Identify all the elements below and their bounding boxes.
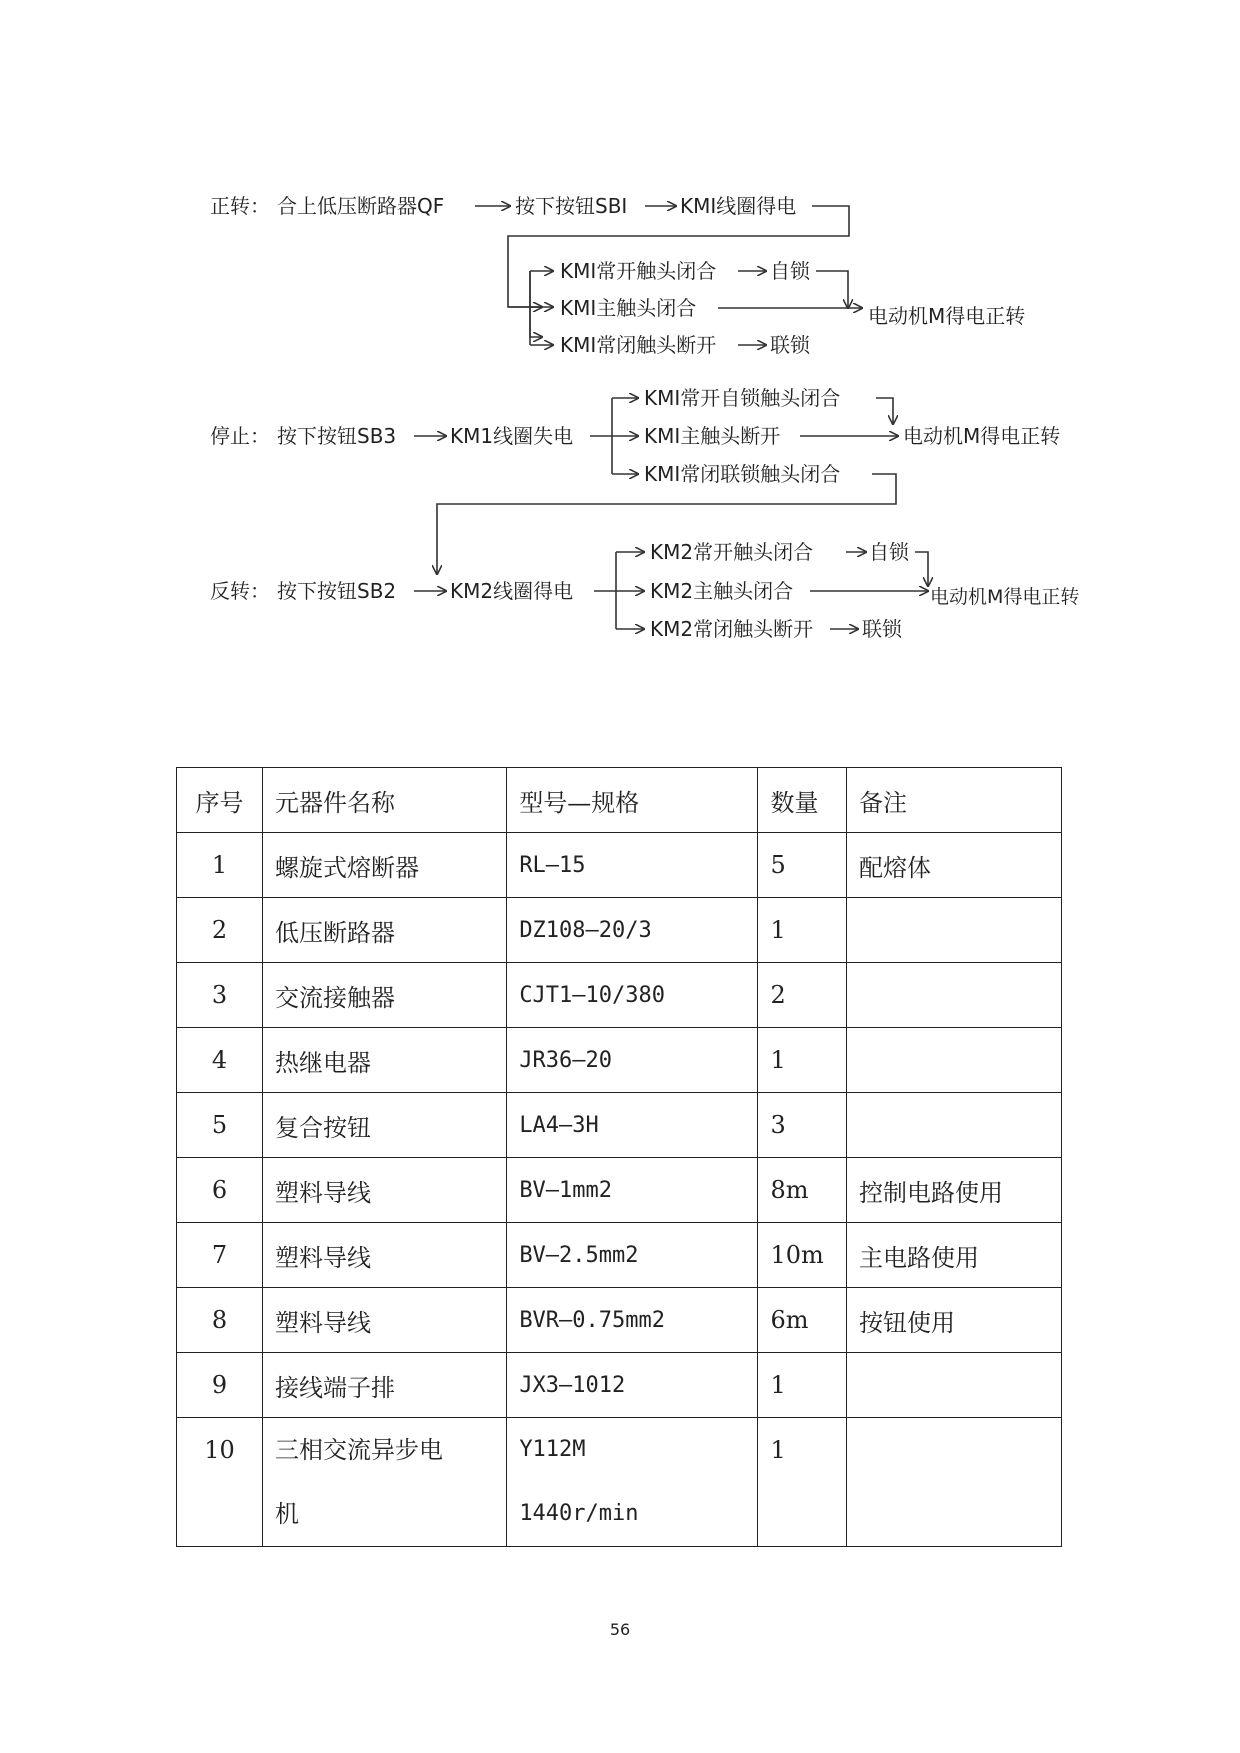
forward-branch2: KMI主触头闭合 bbox=[560, 296, 697, 320]
connector bbox=[530, 271, 542, 337]
cell-index: 6 bbox=[177, 1158, 263, 1223]
cell-index: 7 bbox=[177, 1223, 263, 1288]
cell-name: 低压断路器 bbox=[262, 898, 506, 963]
cell-spec: CJT1—10/380 bbox=[507, 963, 758, 1028]
stop-branch2: KMI主触头断开 bbox=[644, 424, 781, 448]
forward-result: 电动机M得电正转 bbox=[868, 304, 1026, 328]
cell-spec-line: Y112M bbox=[519, 1437, 586, 1462]
cell-spec: BV—2.5mm2 bbox=[507, 1223, 758, 1288]
cell-name: 热继电器 bbox=[262, 1028, 506, 1093]
cell-spec bbox=[507, 1418, 758, 1547]
forward-branch1: KMI常开触头闭合 bbox=[560, 259, 717, 283]
cell-quantity: 2 bbox=[758, 963, 847, 1028]
cell-quantity: 1 bbox=[758, 1418, 847, 1547]
cell-index: 3 bbox=[177, 963, 263, 1028]
table-row bbox=[177, 1223, 1062, 1288]
cell-quantity: 1 bbox=[758, 1028, 847, 1093]
forward-branch3: KMI常闭触头断开 bbox=[560, 333, 717, 357]
cell-note bbox=[847, 1353, 1062, 1418]
connector bbox=[876, 398, 893, 424]
cell-index: 1 bbox=[177, 833, 263, 898]
cell-spec: BVR—0.75mm2 bbox=[507, 1288, 758, 1353]
stop-branch3: KMI常闭联锁触头闭合 bbox=[644, 462, 841, 486]
reverse-branch3-result: 联锁 bbox=[862, 617, 902, 641]
table-row bbox=[177, 1353, 1062, 1418]
cell-index: 5 bbox=[177, 1093, 263, 1158]
reverse-result: 电动机M得电正转 bbox=[930, 586, 1080, 608]
table-row bbox=[177, 1418, 1062, 1547]
stop-step2: KM1线圈失电 bbox=[450, 424, 574, 448]
cell-spec: JR36—20 bbox=[507, 1028, 758, 1093]
cell-name: 塑料导线 bbox=[262, 1158, 506, 1223]
page-number: 56 bbox=[609, 1620, 631, 1639]
table-row bbox=[177, 963, 1062, 1028]
reverse-step2: KM2线圈得电 bbox=[450, 579, 574, 603]
table-row bbox=[177, 1158, 1062, 1223]
cell-spec: RL—15 bbox=[507, 833, 758, 898]
cell-note: 主电路使用 bbox=[847, 1223, 1062, 1288]
cell-note bbox=[847, 1028, 1062, 1093]
reverse-branch3: KM2常闭触头断开 bbox=[650, 617, 814, 641]
table-row bbox=[177, 1288, 1062, 1353]
cell-spec: JX3—1012 bbox=[507, 1353, 758, 1418]
forward-branch1-result: 自锁 bbox=[770, 259, 810, 283]
cell-quantity: 3 bbox=[758, 1093, 847, 1158]
stop-branch1: KMI常开自锁触头闭合 bbox=[644, 386, 841, 410]
cell-index: 8 bbox=[177, 1288, 263, 1353]
cell-quantity: 10m bbox=[758, 1223, 847, 1288]
cell-note bbox=[847, 898, 1062, 963]
header-quantity: 数量 bbox=[758, 768, 847, 833]
cell-note bbox=[847, 963, 1062, 1028]
forward-step2: 按下按钮SBI bbox=[515, 194, 628, 218]
cell-index: 4 bbox=[177, 1028, 263, 1093]
table-header-row bbox=[177, 768, 1062, 833]
cell-note: 按钮使用 bbox=[847, 1288, 1062, 1353]
stop-label: 停止： bbox=[210, 424, 270, 448]
stop-step1: 按下按钮SB3 bbox=[277, 424, 397, 448]
cell-spec: BV—1mm2 bbox=[507, 1158, 758, 1223]
cell-name-line: 三相交流异步电 bbox=[274, 1436, 443, 1464]
header-note: 备注 bbox=[847, 768, 1062, 833]
cell-name: 交流接触器 bbox=[262, 963, 506, 1028]
forward-step3: KMI线圈得电 bbox=[680, 194, 797, 218]
reverse-branch2: KM2主触头闭合 bbox=[650, 579, 794, 603]
cell-note: 控制电路使用 bbox=[847, 1158, 1062, 1223]
cell-spec: DZ108—20/3 bbox=[507, 898, 758, 963]
components-table bbox=[176, 767, 1062, 1547]
connector bbox=[508, 206, 849, 307]
table-row bbox=[177, 1028, 1062, 1093]
cell-name: 塑料导线 bbox=[262, 1288, 506, 1353]
cell-quantity: 5 bbox=[758, 833, 847, 898]
cell-index: 9 bbox=[177, 1353, 263, 1418]
forward-label: 正转： bbox=[210, 194, 270, 218]
cell-name: 塑料导线 bbox=[262, 1223, 506, 1288]
header-index: 序号 bbox=[177, 768, 263, 833]
cell-note: 配熔体 bbox=[847, 833, 1062, 898]
connector bbox=[915, 552, 928, 586]
forward-step1: 合上低压断路器QF bbox=[277, 194, 445, 218]
table-row bbox=[177, 1093, 1062, 1158]
reverse-branch1: KM2常开触头闭合 bbox=[650, 540, 814, 564]
reverse-step1: 按下按钮SB2 bbox=[277, 579, 397, 603]
cell-name bbox=[262, 1418, 506, 1547]
cell-quantity: 8m bbox=[758, 1158, 847, 1223]
reverse-branch1-result: 自锁 bbox=[869, 540, 909, 564]
cell-index: 2 bbox=[177, 898, 263, 963]
cell-index: 10 bbox=[177, 1418, 263, 1547]
cell-note bbox=[847, 1093, 1062, 1158]
cell-note bbox=[847, 1418, 1062, 1547]
cell-name: 复合按钮 bbox=[262, 1093, 506, 1158]
cell-quantity: 1 bbox=[758, 898, 847, 963]
cell-name: 螺旋式熔断器 bbox=[262, 833, 506, 898]
cell-spec: LA4—3H bbox=[507, 1093, 758, 1158]
table-row bbox=[177, 898, 1062, 963]
control-flowchart bbox=[0, 0, 1240, 680]
forward-branch3-result: 联锁 bbox=[770, 333, 810, 357]
cell-spec-line: 1440r/min bbox=[519, 1501, 639, 1526]
cell-quantity: 1 bbox=[758, 1353, 847, 1418]
reverse-label: 反转： bbox=[210, 579, 270, 603]
header-spec: 型号—规格 bbox=[507, 768, 758, 833]
stop-result: 电动机M得电正转 bbox=[903, 424, 1061, 448]
cell-name-line: 机 bbox=[274, 1500, 299, 1528]
table-row bbox=[177, 833, 1062, 898]
cell-name: 接线端子排 bbox=[262, 1353, 506, 1418]
connector bbox=[816, 271, 848, 308]
header-name: 元器件名称 bbox=[262, 768, 506, 833]
table-body bbox=[177, 833, 1062, 1547]
cell-quantity: 6m bbox=[758, 1288, 847, 1353]
